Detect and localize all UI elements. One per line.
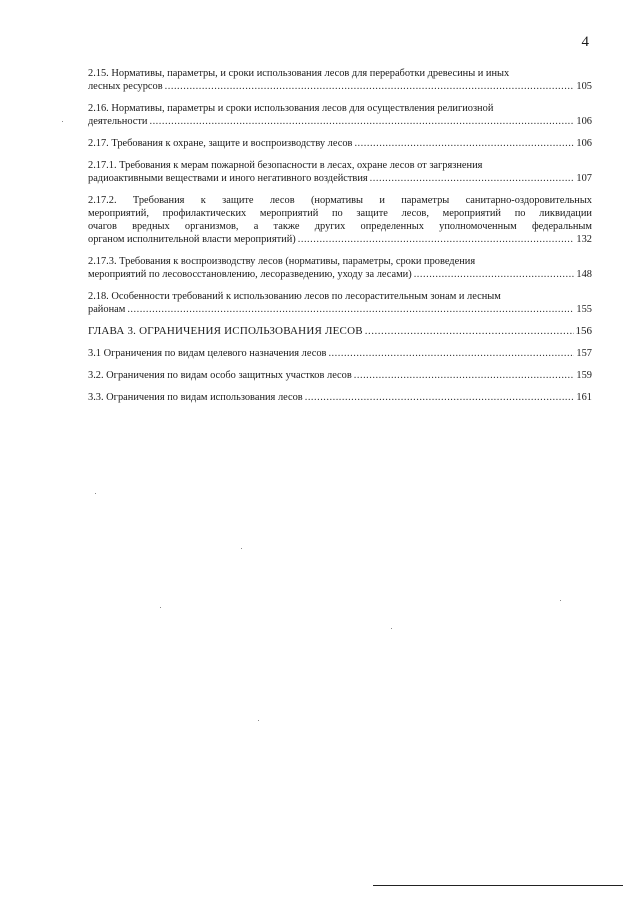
toc-entry-2-17-1 [88,159,592,185]
dot-leader [328,347,574,360]
dot-leader [370,172,575,185]
toc-entry-line: 2.17.2. Требования к защите лесов (нормативы и параметры санитарно-оздоровительных [88,195,592,206]
scan-speck [391,628,392,629]
toc-entry-last-line [88,172,592,185]
dot-leader [414,268,575,281]
scan-speck [258,720,259,721]
toc-page-number: 159 [576,370,592,381]
toc-entry-line: 2.17.3. Требования к воспроизводству лесов (нормативы, параметры, сроки проведения [88,256,476,267]
toc-entry-last-line [88,137,592,150]
dot-leader [365,325,574,338]
toc-page-number: 107 [576,173,592,184]
toc-entry-last-line [88,115,592,128]
scan-speck [95,493,96,494]
toc-entry-3-3 [88,391,592,404]
toc-entry-last-line [88,369,592,382]
toc-entry-last-line [88,347,592,360]
toc-page-number: 155 [576,304,592,315]
toc-page-number: 106 [576,138,592,149]
toc-entry-last-line [88,325,592,338]
scan-speck [160,607,161,608]
toc-entry-last-line [88,80,592,93]
dot-leader [149,115,574,128]
toc-entry-2-16 [88,102,592,128]
toc-entry-2-15 [88,67,592,93]
toc-entry-line: 2.17.1. Требования к мерам пожарной безопасности в лесах, охране лесов от загрязнения [88,160,483,171]
toc-entry-text: деятельности [88,116,148,127]
toc-entry-2-18 [88,290,592,316]
toc-entry-text: 3.3. Ограничения по видам использования лесов [88,392,303,403]
toc-page-number: 106 [576,116,592,127]
toc-entry-text: 3.2. Ограничения по видам особо защитных участков лесов [88,370,352,381]
toc-entry-2-17-2 [88,194,592,246]
toc-page-number: 161 [576,392,592,403]
toc-entry-line: очагов вредных организмов, а также других определенных уполномоченным федеральным [88,221,592,232]
table-of-contents [88,67,592,413]
toc-chapter-heading: ГЛАВА 3. ОГРАНИЧЕНИЯ ИСПОЛЬЗОВАНИЯ ЛЕСОВ [88,325,363,337]
toc-entry-line: 2.18. Особенности требований к использованию лесов по лесорастительным зонам и лесным [88,291,501,302]
dot-leader [298,233,575,246]
toc-entry-text: радиоактивными веществами и иного негативного воздействия [88,173,368,184]
scan-speck [241,548,242,549]
toc-entry-text: мероприятий по лесовосстановлению, лесоразведению, уходу за лесами) [88,269,412,280]
toc-entry-last-line [88,391,592,404]
toc-entry-2-17 [88,137,592,150]
toc-entry-text: 2.17. Требования к охране, защите и воспроизводству лесов [88,138,353,149]
toc-entry-line: 2.15. Нормативы, параметры, и сроки использования лесов для переработки древесины и иных [88,68,510,79]
dot-leader [127,303,574,316]
toc-page-number: 105 [576,81,592,92]
toc-entry-3-2 [88,369,592,382]
bottom-rule [373,885,623,886]
dot-leader [305,391,575,404]
toc-entry-text: органом исполнительной власти мероприятий) [88,234,296,245]
toc-entry-last-line [88,303,592,316]
dot-leader [165,80,575,93]
scan-speck [62,121,63,122]
toc-entry-text: 3.1 Ограничения по видам целевого назначения лесов [88,348,327,359]
toc-entry-line: мероприятий, профилактических мероприятий по защите лесов, мероприятий по ликвидации [88,208,592,219]
scan-speck [560,600,561,601]
toc-page-number: 157 [576,348,592,359]
toc-page-number: 132 [576,234,592,245]
toc-entry-text: районам [88,304,126,315]
page-number: 4 [581,34,589,50]
toc-page-number: 156 [575,325,592,337]
dot-leader [354,369,575,382]
toc-entry-last-line [88,268,592,281]
toc-page-number: 148 [576,269,592,280]
toc-entry-last-line [88,233,592,246]
toc-entry-2-17-3 [88,255,592,281]
toc-entry-text: лесных ресурсов [88,81,163,92]
toc-entry-chapter-3 [88,325,592,338]
toc-entry-3-1 [88,347,592,360]
dot-leader [354,137,574,150]
toc-entry-line: 2.16. Нормативы, параметры и сроки использования лесов для осуществления религиозной [88,103,494,114]
